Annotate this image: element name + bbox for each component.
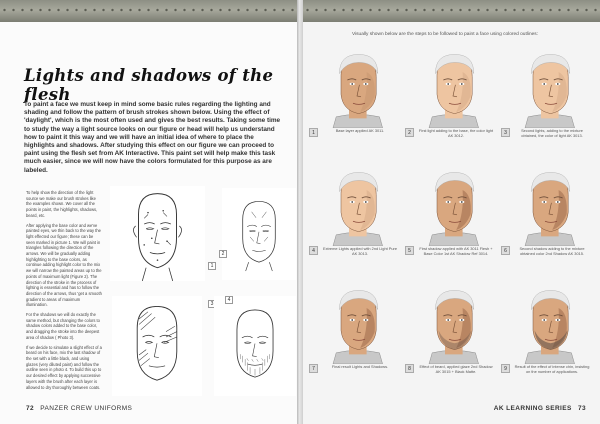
step-number-badge: 3 <box>501 128 510 137</box>
left-footer <box>26 405 132 412</box>
painted-face-image <box>509 284 589 364</box>
step-caption-row <box>501 128 594 160</box>
page-number: 73 <box>577 405 586 412</box>
figure-number: 3 <box>208 300 216 308</box>
sketch-figure-1 <box>110 186 205 281</box>
painted-face-image <box>509 48 589 128</box>
step-caption-row <box>309 128 402 160</box>
step-number-badge: 4 <box>309 246 318 255</box>
painting-step <box>309 166 402 281</box>
step-number-badge: 6 <box>501 246 510 255</box>
figure-number: 1 <box>208 262 216 270</box>
page-number: 72 <box>26 405 35 412</box>
painted-face-image <box>317 166 397 246</box>
step-caption: Second lights, adding to the mixture obtained, the color of light AK 3013. <box>521 128 583 139</box>
painting-step <box>405 166 498 281</box>
step-caption: Result of the effect of intense chin, insisting on the number of applications. <box>514 364 590 375</box>
step-number-badge: 8 <box>405 364 414 373</box>
painted-face-image <box>509 166 589 246</box>
left-page <box>0 0 297 424</box>
figure-number: 2 <box>219 250 227 258</box>
step-caption: Final result Lights and Shadows. <box>331 364 389 369</box>
visual-steps-note: Visually shown below are the steps to be followed to paint a face using colored outlines: <box>351 32 539 37</box>
painting-step <box>309 48 402 163</box>
step-caption: Second shadow adding to the mixture obtained color 2nd Shadow AK 3015. <box>519 246 585 257</box>
painting-step <box>405 284 498 399</box>
painting-step <box>501 48 594 163</box>
body-paragraph: To help show the direction of the light source we make our brush strokes like the examples shown. We cover all the points in paint, the highlights, shadows, beard, etc. <box>26 190 98 218</box>
step-caption-row <box>405 128 498 160</box>
step-number-badge: 9 <box>501 364 510 373</box>
page-title: Lights and shadows of the flesh <box>24 66 274 104</box>
right-footer <box>494 405 586 412</box>
painted-face-image <box>317 284 397 364</box>
metal-header-band <box>0 0 297 22</box>
step-number-badge: 5 <box>405 246 414 255</box>
step-caption: Extreme Lights applied with 2nd Light Pure AK 3013. <box>323 246 397 257</box>
metal-header-band <box>303 0 600 22</box>
step-caption-row <box>309 246 402 278</box>
step-caption-row <box>405 364 498 396</box>
sketch-figure-4 <box>214 296 296 396</box>
step-number-badge: 1 <box>309 128 318 137</box>
sketch-figure-3 <box>112 296 202 396</box>
sketch-figure-2 <box>222 188 296 280</box>
body-text-column <box>26 190 102 394</box>
figure-number: 4 <box>225 296 233 304</box>
painted-face-image <box>317 48 397 128</box>
painted-face-image <box>413 166 493 246</box>
step-caption: First shadow applied with AK 3011 Flesh + Base Color 1st AK Shadow Ref 3014. <box>419 246 493 257</box>
step-caption: First light adding to the base, the color light AK 3012. <box>418 128 494 139</box>
body-paragraph: After applying the base color and we've painted eyes, we thin back to the way the light effected our figure; these can be seen marked in picture 1. We will paint in triangles following the direction of the arrows. We will be gradually adding highlighting to the base colors, as continue adding highlight color to the mix we will narrow the painted areas up to the points of maximum light (Figure 2). The direction of the stroke in the process of lighting is essential and has to follow the direction of the arrows, thus 'get a smooth gradient to areas of maximum illumination. <box>26 222 102 308</box>
step-number-badge: 2 <box>405 128 414 137</box>
painting-step <box>405 48 498 163</box>
step-caption-row <box>501 246 594 278</box>
step-caption-row <box>309 364 402 396</box>
step-caption-row <box>405 246 498 278</box>
step-caption: Base layer applied AK 3011. <box>335 128 385 133</box>
step-caption-row <box>501 364 594 396</box>
step-number-badge: 7 <box>309 364 318 373</box>
body-paragraph: If we decide to simulate a slight effect of a beard on his face, mix the last shadow of the set with a little black, and using glazes (very diluted paint) and follow the outline seen in photo 4. To build this up to our desired effect by applying successive layers with the brush after each layer is allowed to dry thoroughly between coats. <box>26 344 102 390</box>
painting-step <box>501 284 594 399</box>
rivet-row <box>0 8 297 12</box>
series-brand: AK LEARNING SERIES <box>493 405 572 412</box>
rivet-row <box>303 8 600 12</box>
painted-face-image <box>413 48 493 128</box>
footer-label: PANZER CREW UNIFORMS <box>40 405 133 412</box>
body-paragraph: For the shadows we will do exactly the same method, but changing the colors to shadow colors added to the base color, and dragging the stroke into the deepest area of shadow ( Photo 3). <box>26 312 100 340</box>
painting-step <box>309 284 402 399</box>
intro-paragraph: To paint a face we must keep in mind some basic rules regarding the lighting and shading and follow the pattern of brush strokes shown below. Using the effect of 'daylight', which is the most often used and gives the best results. Taking some time to study the way a light source looks on our figure or head will help us understand how to paint it this way and we will have an initial idea of where to place the highlights and shadows. After studying this effect on our figure we can proceed to paint using the flesh set from AK Interactive. This paint set will help make this task much easier, since we will now have the colors formulated for this purpose as are labeled. <box>24 101 281 174</box>
painted-face-image <box>413 284 493 364</box>
step-caption: Effect of beard, applied glaze 2nd Shadow AK 3015 + Black Matte. <box>419 364 493 375</box>
painting-step <box>501 166 594 281</box>
